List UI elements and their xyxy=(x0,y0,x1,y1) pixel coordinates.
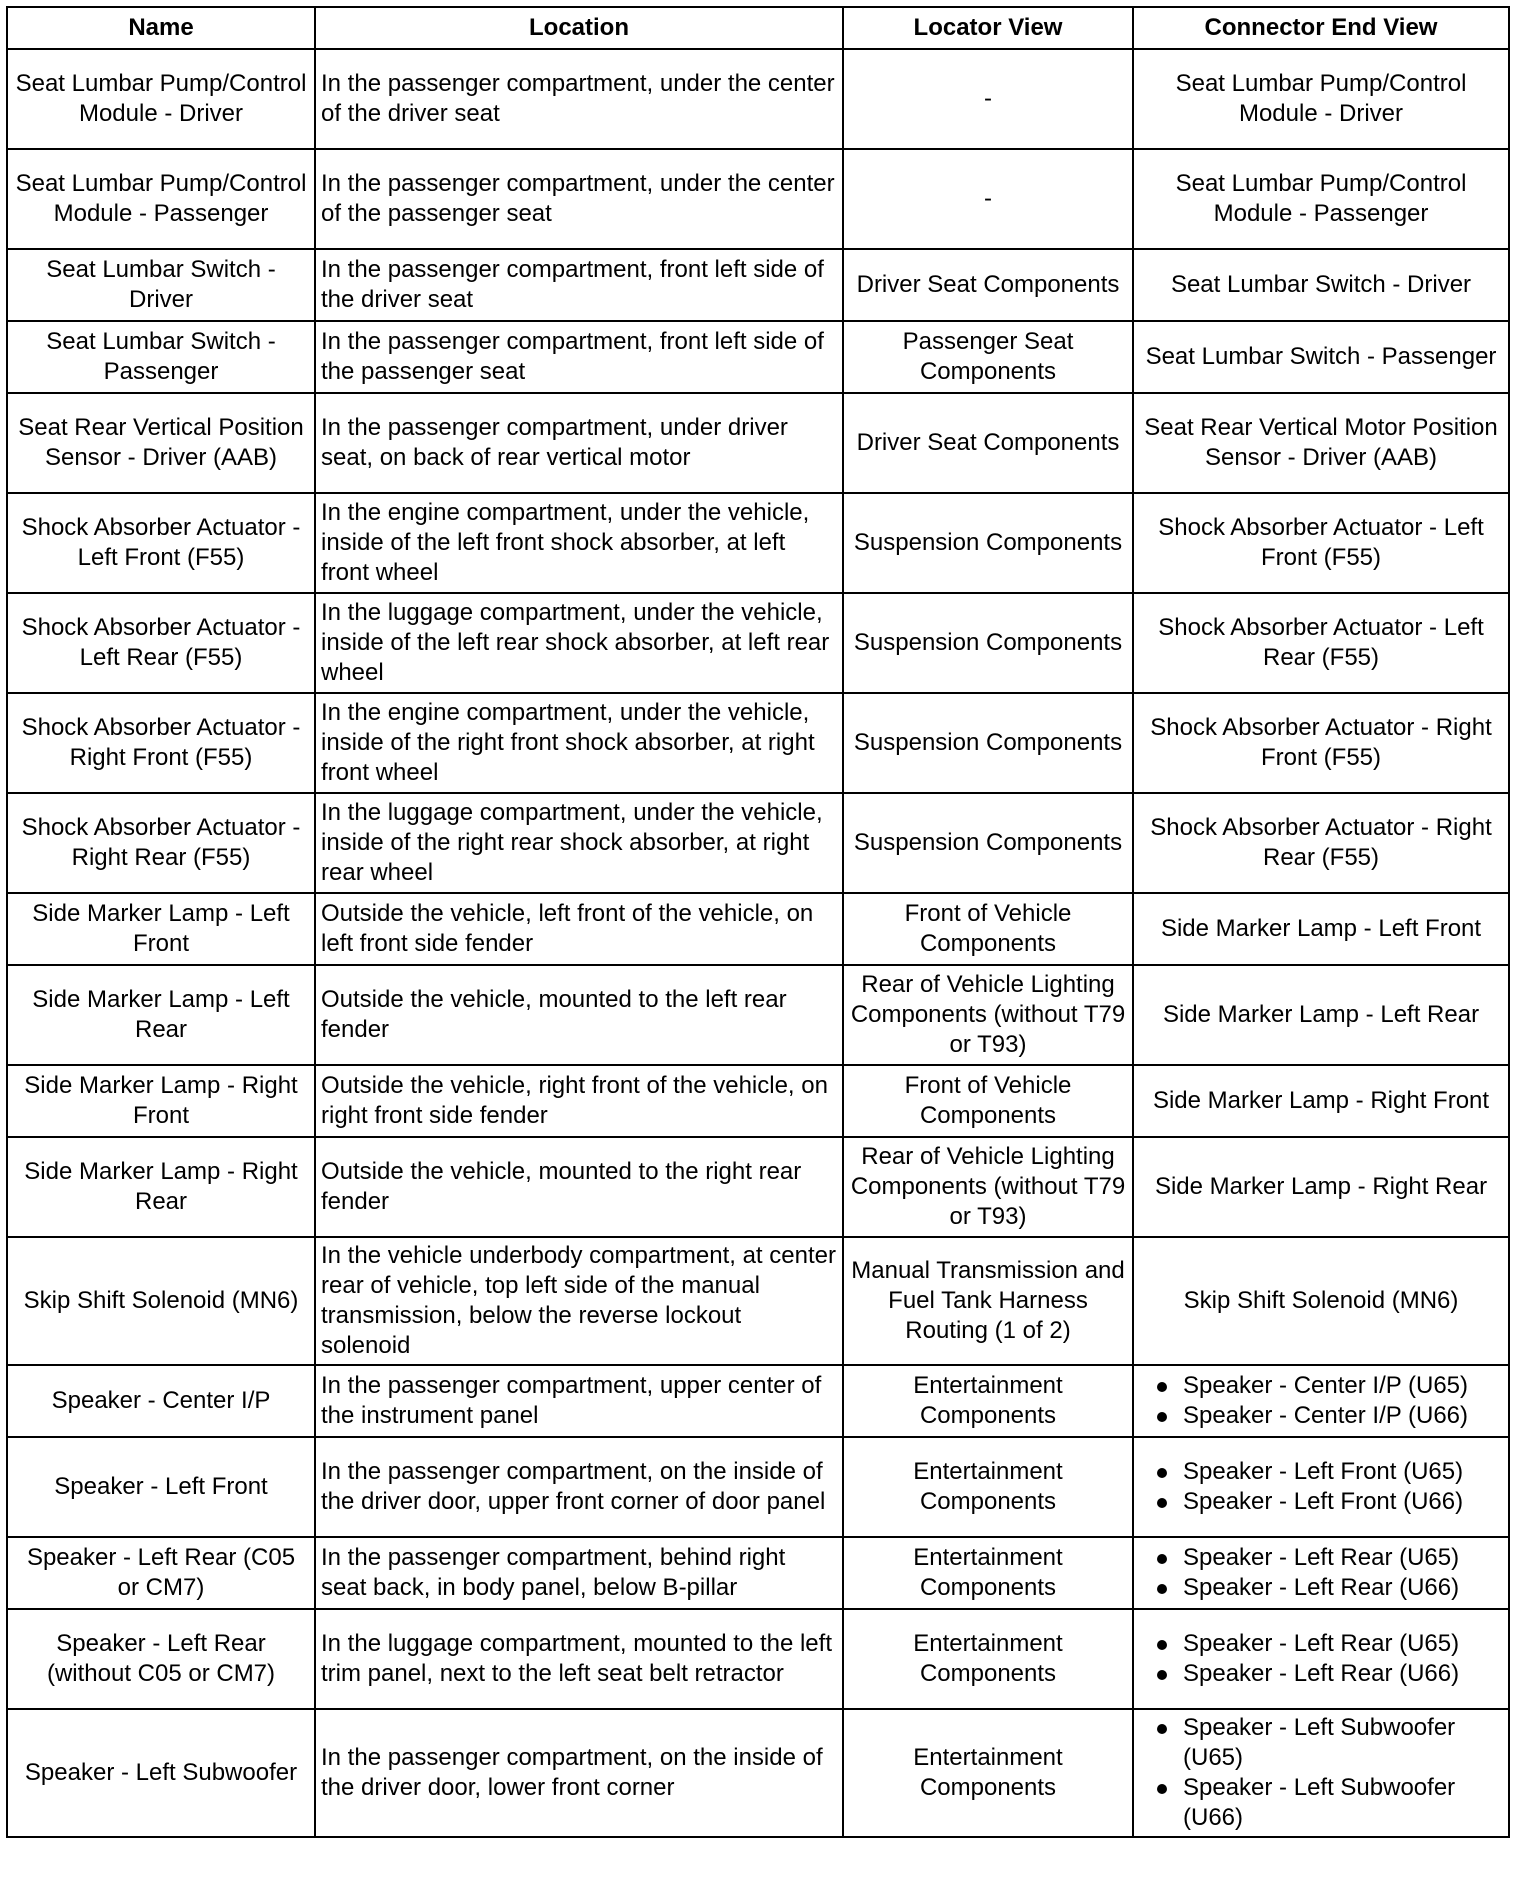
cell-locator-view: Front of Vehicle Components xyxy=(843,893,1133,965)
cell-connector-end-view xyxy=(1133,1437,1509,1537)
cell-connector-end-view: Seat Lumbar Switch - Passenger xyxy=(1133,321,1509,393)
cell-name: Seat Lumbar Pump/Control Module - Passenger xyxy=(7,149,315,249)
cell-locator-view: Suspension Components xyxy=(843,493,1133,593)
cell-name: Speaker - Left Rear (without C05 or CM7) xyxy=(7,1609,315,1709)
cell-location: In the engine compartment, under the vehicle, inside of the right front shock absorber, at right front wheel xyxy=(315,693,843,793)
connector-list-item: Speaker - Left Rear (U66) xyxy=(1139,1573,1503,1603)
table-row xyxy=(7,1065,1509,1137)
cell-locator-view: - xyxy=(843,49,1133,149)
cell-locator-view: Manual Transmission and Fuel Tank Harness Routing (1 of 2) xyxy=(843,1237,1133,1365)
connector-list-item: Speaker - Left Front (U66) xyxy=(1139,1487,1503,1517)
table-row xyxy=(7,493,1509,593)
cell-location: In the passenger compartment, on the inside of the driver door, upper front corner of door panel xyxy=(315,1437,843,1537)
cell-name: Side Marker Lamp - Right Rear xyxy=(7,1137,315,1237)
cell-name: Side Marker Lamp - Left Front xyxy=(7,893,315,965)
connector-list xyxy=(1139,1543,1503,1603)
table-row xyxy=(7,249,1509,321)
cell-name: Shock Absorber Actuator - Right Rear (F55) xyxy=(7,793,315,893)
cell-location: In the engine compartment, under the vehicle, inside of the left front shock absorber, at left front wheel xyxy=(315,493,843,593)
cell-name: Shock Absorber Actuator - Left Rear (F55) xyxy=(7,593,315,693)
connector-list-item: Speaker - Center I/P (U66) xyxy=(1139,1401,1503,1431)
cell-location: In the passenger compartment, on the inside of the driver door, lower front corner xyxy=(315,1709,843,1837)
cell-connector-end-view: Side Marker Lamp - Right Rear xyxy=(1133,1137,1509,1237)
cell-locator-view: Driver Seat Components xyxy=(843,393,1133,493)
table-row xyxy=(7,965,1509,1065)
table-row xyxy=(7,49,1509,149)
cell-connector-end-view: Shock Absorber Actuator - Right Front (F55) xyxy=(1133,693,1509,793)
cell-locator-view: Entertainment Components xyxy=(843,1609,1133,1709)
cell-connector-end-view: Skip Shift Solenoid (MN6) xyxy=(1133,1237,1509,1365)
cell-locator-view: Entertainment Components xyxy=(843,1709,1133,1837)
table-row xyxy=(7,1537,1509,1609)
table-row xyxy=(7,593,1509,693)
table-body xyxy=(7,49,1509,1837)
cell-location: In the passenger compartment, under driver seat, on back of rear vertical motor xyxy=(315,393,843,493)
connector-list-item: Speaker - Left Subwoofer (U65) xyxy=(1139,1713,1503,1773)
cell-name: Seat Lumbar Switch - Passenger xyxy=(7,321,315,393)
cell-location: In the luggage compartment, under the vehicle, inside of the left rear shock absorber, at left rear wheel xyxy=(315,593,843,693)
table-row xyxy=(7,893,1509,965)
header-row xyxy=(7,7,1509,49)
table-row xyxy=(7,1137,1509,1237)
cell-locator-view: Suspension Components xyxy=(843,593,1133,693)
table-row xyxy=(7,1237,1509,1365)
cell-locator-view: - xyxy=(843,149,1133,249)
cell-locator-view: Suspension Components xyxy=(843,693,1133,793)
cell-location: In the passenger compartment, upper center of the instrument panel xyxy=(315,1365,843,1437)
cell-connector-end-view: Side Marker Lamp - Left Front xyxy=(1133,893,1509,965)
cell-location: In the luggage compartment, under the vehicle, inside of the right rear shock absorber, at right rear wheel xyxy=(315,793,843,893)
cell-name: Speaker - Left Front xyxy=(7,1437,315,1537)
cell-connector-end-view: Side Marker Lamp - Left Rear xyxy=(1133,965,1509,1065)
header-locator-view: Locator View xyxy=(843,7,1133,49)
cell-connector-end-view: Shock Absorber Actuator - Left Front (F55) xyxy=(1133,493,1509,593)
cell-name: Side Marker Lamp - Right Front xyxy=(7,1065,315,1137)
cell-location: In the vehicle underbody compartment, at center rear of vehicle, top left side of the manual transmission, below the reverse lockout solenoid xyxy=(315,1237,843,1365)
cell-name: Speaker - Left Subwoofer xyxy=(7,1709,315,1837)
cell-name: Skip Shift Solenoid (MN6) xyxy=(7,1237,315,1365)
table-row xyxy=(7,149,1509,249)
cell-name: Seat Lumbar Switch - Driver xyxy=(7,249,315,321)
connector-list-item: Speaker - Center I/P (U65) xyxy=(1139,1371,1503,1401)
header-location: Location xyxy=(315,7,843,49)
connector-list xyxy=(1139,1371,1503,1431)
connector-list xyxy=(1139,1629,1503,1689)
connector-list-item: Speaker - Left Subwoofer (U66) xyxy=(1139,1773,1503,1833)
connector-list xyxy=(1139,1713,1503,1833)
cell-name: Speaker - Left Rear (C05 or CM7) xyxy=(7,1537,315,1609)
connector-list xyxy=(1139,1457,1503,1517)
table-row xyxy=(7,693,1509,793)
cell-locator-view: Entertainment Components xyxy=(843,1537,1133,1609)
cell-name: Seat Rear Vertical Position Sensor - Driver (AAB) xyxy=(7,393,315,493)
cell-connector-end-view: Seat Lumbar Switch - Driver xyxy=(1133,249,1509,321)
cell-location: In the passenger compartment, under the center of the passenger seat xyxy=(315,149,843,249)
table-row xyxy=(7,1609,1509,1709)
connector-list-item: Speaker - Left Rear (U66) xyxy=(1139,1659,1503,1689)
cell-name: Speaker - Center I/P xyxy=(7,1365,315,1437)
cell-location: Outside the vehicle, mounted to the right rear fender xyxy=(315,1137,843,1237)
connector-list-item: Speaker - Left Rear (U65) xyxy=(1139,1629,1503,1659)
cell-location: Outside the vehicle, right front of the vehicle, on right front side fender xyxy=(315,1065,843,1137)
cell-connector-end-view xyxy=(1133,1365,1509,1437)
cell-locator-view: Driver Seat Components xyxy=(843,249,1133,321)
cell-location: In the luggage compartment, mounted to the left trim panel, next to the left seat belt retractor xyxy=(315,1609,843,1709)
cell-connector-end-view: Seat Lumbar Pump/Control Module - Driver xyxy=(1133,49,1509,149)
cell-name: Shock Absorber Actuator - Left Front (F55) xyxy=(7,493,315,593)
cell-location: In the passenger compartment, under the center of the driver seat xyxy=(315,49,843,149)
cell-locator-view: Rear of Vehicle Lighting Components (without T79 or T93) xyxy=(843,965,1133,1065)
cell-locator-view: Entertainment Components xyxy=(843,1437,1133,1537)
cell-connector-end-view xyxy=(1133,1609,1509,1709)
cell-connector-end-view: Seat Lumbar Pump/Control Module - Passenger xyxy=(1133,149,1509,249)
cell-location: In the passenger compartment, front left side of the driver seat xyxy=(315,249,843,321)
cell-connector-end-view: Side Marker Lamp - Right Front xyxy=(1133,1065,1509,1137)
cell-connector-end-view: Seat Rear Vertical Motor Position Sensor - Driver (AAB) xyxy=(1133,393,1509,493)
cell-connector-end-view xyxy=(1133,1709,1509,1837)
component-locator-table xyxy=(6,6,1510,1838)
table-row xyxy=(7,1709,1509,1837)
cell-connector-end-view: Shock Absorber Actuator - Right Rear (F55) xyxy=(1133,793,1509,893)
cell-locator-view: Rear of Vehicle Lighting Components (without T79 or T93) xyxy=(843,1137,1133,1237)
table-row xyxy=(7,393,1509,493)
table-row xyxy=(7,1437,1509,1537)
table-row xyxy=(7,1365,1509,1437)
cell-name: Shock Absorber Actuator - Right Front (F55) xyxy=(7,693,315,793)
cell-location: In the passenger compartment, behind right seat back, in body panel, below B-pillar xyxy=(315,1537,843,1609)
cell-location: Outside the vehicle, left front of the vehicle, on left front side fender xyxy=(315,893,843,965)
cell-connector-end-view xyxy=(1133,1537,1509,1609)
table-row xyxy=(7,793,1509,893)
cell-locator-view: Passenger Seat Components xyxy=(843,321,1133,393)
cell-name: Seat Lumbar Pump/Control Module - Driver xyxy=(7,49,315,149)
cell-connector-end-view: Shock Absorber Actuator - Left Rear (F55) xyxy=(1133,593,1509,693)
cell-location: In the passenger compartment, front left side of the passenger seat xyxy=(315,321,843,393)
table-row xyxy=(7,321,1509,393)
cell-name: Side Marker Lamp - Left Rear xyxy=(7,965,315,1065)
cell-locator-view: Front of Vehicle Components xyxy=(843,1065,1133,1137)
header-name: Name xyxy=(7,7,315,49)
cell-location: Outside the vehicle, mounted to the left rear fender xyxy=(315,965,843,1065)
connector-list-item: Speaker - Left Front (U65) xyxy=(1139,1457,1503,1487)
cell-locator-view: Suspension Components xyxy=(843,793,1133,893)
header-connector-end-view: Connector End View xyxy=(1133,7,1509,49)
connector-list-item: Speaker - Left Rear (U65) xyxy=(1139,1543,1503,1573)
cell-locator-view: Entertainment Components xyxy=(843,1365,1133,1437)
